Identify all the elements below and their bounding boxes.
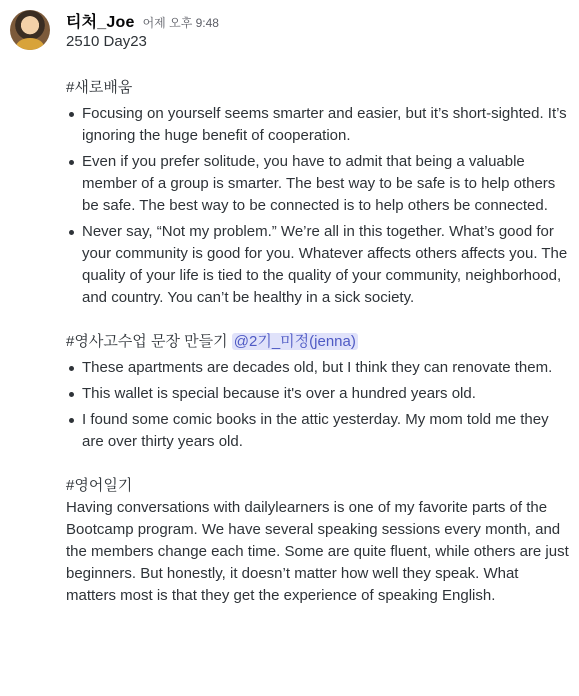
- section-heading-sentence-making: [66, 331, 571, 353]
- list-item: Never say, “Not my problem.” We’re all in this together. What’s good for your community is good for you. Whatever affects others affects you. The quality of your life is tied to the quality of your community, neighborhood, and country. You can’t be healthy in a sick society.: [82, 221, 571, 309]
- timestamp: 어제 오후 9:48: [142, 16, 219, 30]
- avatar[interactable]: [10, 10, 50, 50]
- diary-paragraph: Having conversations with dailylearners is one of my favorite parts of the Bootcamp program. We have several speaking sessions every month, and the members change each time. Some are quite fluent, while others are just beginners. But honestly, it doesn’t matter how well they speak. What matters most is that they get the experience of speaking English.: [66, 499, 569, 604]
- bullet-list-sentences: [66, 357, 571, 453]
- section-heading-text: #영사고수업 문장 만들기: [66, 333, 228, 350]
- message-header: [66, 9, 571, 29]
- avatar-figure: [16, 38, 44, 50]
- list-item: Focusing on yourself seems smarter and easier, but it’s short-sighted. It’s ignoring the huge benefit of cooperation.: [82, 103, 571, 147]
- list-item: Even if you prefer solitude, you have to admit that being a valuable member of a group is smarter. The best way to be safe is to help others be safe. The best way to be connected is to help others be connected.: [82, 151, 571, 217]
- user-mention[interactable]: @2기_미정(jenna): [233, 333, 356, 350]
- username[interactable]: 티처_Joe: [66, 14, 135, 31]
- section-heading-english-diary: #영어일기: [66, 477, 133, 494]
- bullet-list-new-learning: [66, 103, 571, 309]
- list-item: This wallet is special because it's over a hundred years old.: [82, 383, 571, 405]
- list-item: These apartments are decades old, but I think they can renovate them.: [82, 357, 571, 379]
- section-heading-new-learning: #새로배움: [66, 79, 133, 96]
- message-content: [66, 9, 571, 607]
- list-item: I found some comic books in the attic yesterday. My mom told me they are over thirty years old.: [82, 409, 571, 453]
- message-title: 2510 Day23: [66, 33, 147, 50]
